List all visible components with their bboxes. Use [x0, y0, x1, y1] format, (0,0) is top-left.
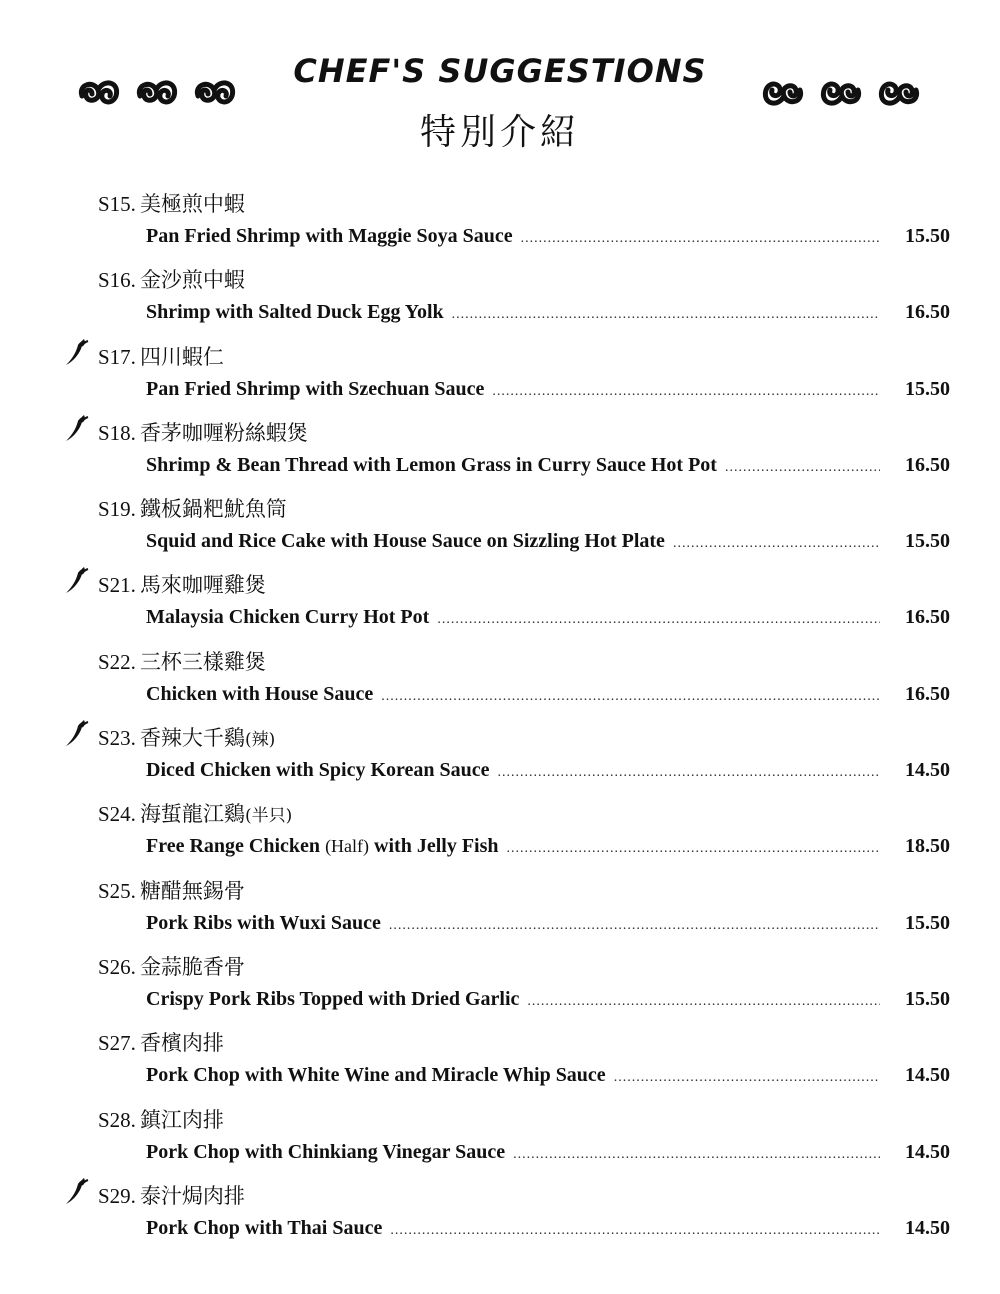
item-english-line: [146, 912, 950, 935]
dot-leader: [521, 231, 880, 247]
item-price: 14.50: [905, 759, 950, 782]
item-chinese-line: [98, 875, 245, 905]
item-english-line: [146, 1217, 950, 1240]
item-code: S27.: [98, 1031, 136, 1056]
menu-list: [0, 180, 1000, 1248]
menu-item: [0, 714, 1000, 790]
menu-item: [0, 1172, 1000, 1248]
dot-leader: [673, 536, 880, 552]
item-english-name: Diced Chicken with Spicy Korean Sauce: [146, 759, 490, 782]
item-price: 16.50: [905, 682, 950, 705]
item-english-name: Pork Chop with Chinkiang Vinegar Sauce: [146, 1140, 506, 1163]
dot-leader: [614, 1070, 880, 1086]
item-chinese-name: 四川蝦仁: [139, 344, 224, 369]
title-chinese: 特別介紹: [419, 112, 580, 153]
item-price: 14.50: [905, 1216, 950, 1239]
item-code: S24.: [98, 802, 136, 827]
item-english-line: [146, 378, 950, 401]
item-chinese-name: 香辣大千鷄: [139, 726, 245, 751]
item-english-name: Shrimp & Bean Thread with Lemon Grass in Curry Sauce Hot Pot: [146, 453, 717, 476]
item-english-name: Pork Chop with Thai Sauce: [146, 1216, 383, 1239]
chili-pepper-icon: [64, 337, 90, 367]
menu-item: [0, 256, 1000, 332]
item-english-line: [146, 988, 950, 1011]
item-price: 15.50: [905, 530, 950, 553]
item-price: 15.50: [905, 377, 950, 400]
item-chinese-line: [98, 798, 292, 828]
menu-item: [0, 1096, 1000, 1172]
item-english-line: [146, 1141, 950, 1164]
item-code: S15.: [98, 192, 136, 216]
item-chinese-line: [98, 264, 245, 294]
item-chinese-note: (辣): [244, 730, 276, 751]
menu-item: [0, 333, 1000, 409]
item-chinese-line: [98, 341, 224, 371]
item-code: S21.: [98, 573, 136, 598]
item-english-line: [146, 683, 950, 706]
item-code: S29.: [98, 1183, 136, 1208]
item-english-name: Chicken with House Sauce: [146, 682, 374, 705]
item-chinese-line: [98, 722, 275, 752]
item-chinese-name: 馬來咖喱雞煲: [139, 573, 266, 598]
dot-leader: [452, 307, 880, 323]
chili-pepper-icon: [64, 1176, 90, 1206]
item-chinese-line: [98, 188, 245, 218]
item-code: S18.: [98, 420, 136, 445]
item-chinese-name: 糖醋無錫骨: [139, 878, 245, 903]
item-english-name: Squid and Rice Cake with House Sauce on Sizzling Hot Plate: [146, 530, 665, 553]
item-chinese-name: 金沙煎中蝦: [139, 268, 245, 293]
menu-item: [0, 561, 1000, 637]
item-chinese-name: 美極煎中蝦: [139, 192, 245, 216]
item-english-name: Free Range Chicken: [146, 835, 321, 858]
menu-item: [0, 867, 1000, 943]
scroll-ornament-icon: [818, 76, 864, 110]
menu-item: [0, 180, 1000, 256]
item-english-line: [146, 759, 950, 782]
item-english-line: [146, 835, 950, 858]
item-english-name: Pork Ribs with Wuxi Sauce: [146, 911, 381, 934]
dot-leader: [492, 384, 880, 400]
item-code: S25.: [98, 878, 136, 903]
item-english-name: Pork Chop with White Wine and Miracle Whip Sauce: [146, 1064, 606, 1087]
item-chinese-line: [98, 1104, 224, 1134]
item-chinese-name: 香茅咖喱粉絲蝦煲: [139, 420, 308, 445]
item-chinese-line: [98, 493, 287, 523]
item-price: 18.50: [905, 835, 950, 858]
item-english-name: Pan Fried Shrimp with Maggie Soya Sauce: [146, 225, 513, 247]
item-code: S26.: [98, 954, 136, 979]
scroll-ornament-icon: [760, 76, 806, 110]
dot-leader: [498, 765, 880, 781]
menu-item: [0, 943, 1000, 1019]
chili-pepper-icon: [64, 413, 90, 443]
dot-leader: [381, 689, 880, 705]
item-english-name: Shrimp with Salted Duck Egg Yolk: [146, 301, 444, 324]
item-price: 16.50: [905, 301, 950, 324]
item-chinese-name: 三杯三樣雞煲: [139, 649, 266, 674]
dot-leader: [725, 460, 880, 476]
menu-header: [0, 48, 1000, 158]
item-code: S22.: [98, 649, 136, 674]
item-chinese-note: (半只): [244, 806, 293, 827]
item-price: 15.50: [905, 911, 950, 934]
item-price: 16.50: [905, 453, 950, 476]
menu-item: [0, 638, 1000, 714]
chili-pepper-icon: [64, 565, 90, 595]
item-code: S16.: [98, 268, 136, 293]
item-code: S23.: [98, 726, 136, 751]
chili-pepper-icon: [64, 718, 90, 748]
dot-leader: [437, 612, 880, 628]
item-english-line: [146, 606, 950, 629]
item-chinese-line: [98, 417, 308, 447]
item-english-line: [146, 530, 950, 553]
item-code: S19.: [98, 497, 136, 522]
title-english: CHEF'S SUGGESTIONS: [293, 52, 707, 90]
item-chinese-name: 金蒜脆香骨: [139, 954, 245, 979]
item-chinese-line: [98, 646, 266, 676]
item-chinese-line: [98, 1180, 245, 1210]
item-english-line: [146, 301, 950, 324]
item-chinese-name: 鐵板鍋粑魷魚筒: [139, 497, 287, 522]
item-price: 14.50: [905, 1064, 950, 1087]
menu-item: [0, 790, 1000, 866]
scroll-ornament-icon: [876, 76, 922, 110]
item-english-tail: with Jelly Fish: [374, 835, 499, 858]
item-english-line: [146, 454, 950, 477]
item-chinese-line: [98, 569, 266, 599]
item-english-line: [146, 1064, 950, 1087]
dot-leader: [513, 1147, 880, 1163]
menu-item: [0, 409, 1000, 485]
menu-item: [0, 485, 1000, 561]
dot-leader: [389, 918, 880, 934]
item-price: 15.50: [905, 225, 950, 247]
item-code: S28.: [98, 1107, 136, 1132]
dot-leader: [507, 841, 881, 857]
dot-leader: [390, 1223, 880, 1239]
menu-item: [0, 1019, 1000, 1095]
item-chinese-name: 泰汁焗肉排: [139, 1183, 245, 1208]
item-chinese-name: 香檳肉排: [139, 1031, 224, 1056]
item-price: 14.50: [905, 1140, 950, 1163]
item-price: 16.50: [905, 606, 950, 629]
item-price: 15.50: [905, 987, 950, 1010]
item-english-name: Pan Fried Shrimp with Szechuan Sauce: [146, 377, 485, 400]
item-chinese-name: 鎮江肉排: [139, 1107, 224, 1132]
dot-leader: [527, 994, 880, 1010]
item-chinese-line: [98, 951, 245, 981]
item-english-name: Malaysia Chicken Curry Hot Pot: [146, 606, 430, 629]
item-code: S17.: [98, 344, 136, 369]
item-english-line: [146, 225, 950, 248]
item-english-name: Crispy Pork Ribs Topped with Dried Garlic: [146, 987, 520, 1010]
item-chinese-name: 海蜇龍江鷄: [139, 802, 245, 827]
item-english-note: (Half): [325, 836, 370, 857]
item-chinese-line: [98, 1027, 224, 1057]
right-ornament: [760, 76, 922, 110]
